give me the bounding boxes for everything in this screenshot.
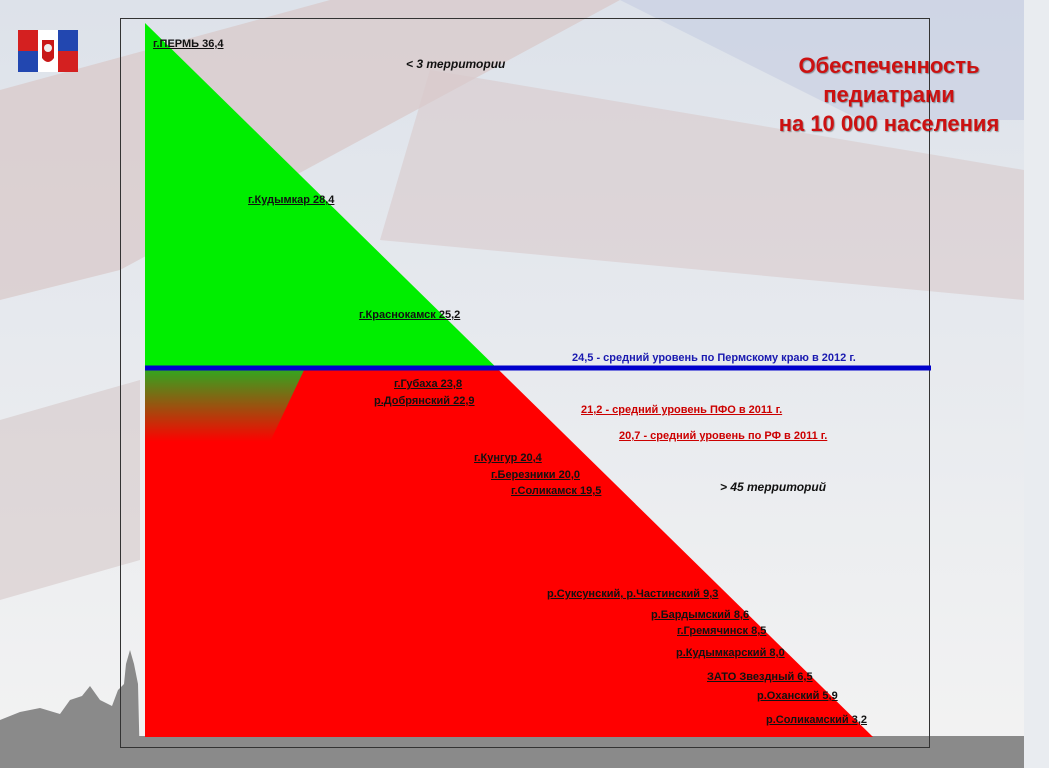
data-label: р.Оханский 5,9 bbox=[757, 690, 838, 702]
perm-flag-icon bbox=[18, 30, 78, 72]
data-label: р.Соликамский 3,2 bbox=[766, 714, 868, 726]
pfo-average-label bbox=[547, 404, 782, 417]
data-label: г.Соликамск 19,5 bbox=[511, 485, 602, 497]
rf-average-label bbox=[571, 430, 827, 443]
chart-frame bbox=[120, 18, 1000, 748]
data-label: г.Березники 20,0 bbox=[491, 469, 581, 481]
regional-average-label: 24,5 - средний уровень по Пермскому краю в 2012 г. bbox=[572, 352, 856, 364]
data-label: г.Гремячинск 8,5 bbox=[677, 625, 767, 637]
pfo-average-text: 21,2 - средний уровень ПФО в 2011 г. bbox=[581, 404, 783, 416]
data-label: ЗАТО Звездный 6,5 bbox=[707, 671, 813, 683]
data-label: г.Краснокамск 25,2 bbox=[359, 309, 461, 321]
title-line-1: Обеспеченность bbox=[798, 53, 980, 78]
data-label: р.Бардымский 8,6 bbox=[651, 609, 750, 621]
note-bottom: > 45 территорий bbox=[720, 480, 827, 494]
data-label: г.ПЕРМЬ 36,4 bbox=[153, 38, 224, 50]
data-label: р.Кудымкарский 8,0 bbox=[676, 647, 785, 659]
rf-average-text: 20,7 - средний уровень по РФ в 2011 г. bbox=[619, 430, 828, 442]
data-label: г.Губаха 23,8 bbox=[394, 378, 463, 390]
data-label: г.Кудымкар 28,4 bbox=[248, 194, 335, 206]
data-label: г.Кунгур 20,4 bbox=[474, 452, 542, 464]
chart-title bbox=[729, 51, 1049, 138]
title-line-2: педиатрами bbox=[823, 82, 955, 107]
note-top: < 3 территории bbox=[406, 57, 506, 71]
title-line-3: на 10 000 населения bbox=[778, 111, 1000, 136]
data-label: р.Добрянский 22,9 bbox=[374, 395, 475, 407]
data-label: р.Суксунский, р.Частинский 9,3 bbox=[547, 588, 719, 600]
